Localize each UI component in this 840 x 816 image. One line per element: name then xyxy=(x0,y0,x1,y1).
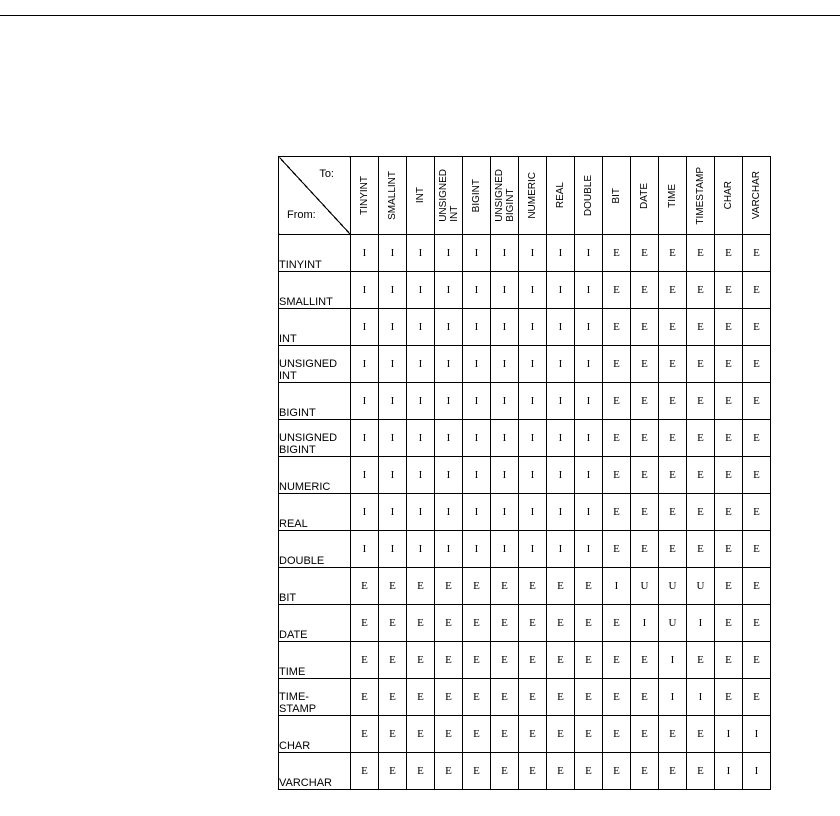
conversion-cell: E xyxy=(603,716,631,753)
conversion-cell: E xyxy=(407,605,435,642)
column-header-label: TIMESTAMP xyxy=(695,166,706,225)
conversion-cell: I xyxy=(547,346,575,383)
conversion-cell: E xyxy=(351,642,379,679)
conversion-cell: I xyxy=(435,531,463,568)
conversion-cell: I xyxy=(379,420,407,457)
conversion-cell: E xyxy=(715,494,743,531)
conversion-cell: I xyxy=(435,420,463,457)
conversion-cell: E xyxy=(631,420,659,457)
table-row xyxy=(279,235,771,272)
conversion-cell: E xyxy=(491,642,519,679)
conversion-cell: E xyxy=(631,272,659,309)
conversion-cell: E xyxy=(687,531,715,568)
conversion-cell: I xyxy=(519,383,547,420)
conversion-cell: I xyxy=(351,272,379,309)
conversion-cell: I xyxy=(351,309,379,346)
conversion-cell: E xyxy=(575,605,603,642)
conversion-cell: E xyxy=(715,272,743,309)
conversion-cell: E xyxy=(435,568,463,605)
conversion-cell: E xyxy=(603,457,631,494)
conversion-cell: E xyxy=(407,753,435,790)
top-rule xyxy=(0,15,840,16)
column-header-label: UNSIGNED INT xyxy=(437,169,460,222)
column-header xyxy=(547,157,575,235)
conversion-cell: I xyxy=(379,309,407,346)
conversion-cell: E xyxy=(659,383,687,420)
row-header: INT xyxy=(279,309,351,346)
conversion-cell: E xyxy=(687,457,715,494)
conversion-cell: I xyxy=(575,457,603,494)
conversion-cell: E xyxy=(715,309,743,346)
conversion-cell: I xyxy=(379,457,407,494)
conversion-cell: I xyxy=(463,457,491,494)
conversion-cell: I xyxy=(463,420,491,457)
conversion-cell: I xyxy=(435,494,463,531)
conversion-cell: E xyxy=(603,605,631,642)
conversion-cell: E xyxy=(631,679,659,716)
conversion-cell: E xyxy=(743,494,771,531)
conversion-cell: E xyxy=(519,605,547,642)
table-row xyxy=(279,383,771,420)
conversion-cell: I xyxy=(631,605,659,642)
column-header xyxy=(659,157,687,235)
corner-from-label: From: xyxy=(287,209,316,221)
conversion-cell: I xyxy=(435,457,463,494)
conversion-cell: I xyxy=(743,753,771,790)
conversion-cell: I xyxy=(491,309,519,346)
conversion-cell: E xyxy=(603,346,631,383)
conversion-cell: I xyxy=(463,383,491,420)
conversion-cell: E xyxy=(631,346,659,383)
conversion-cell: E xyxy=(463,568,491,605)
column-header xyxy=(743,157,771,235)
conversion-cell: I xyxy=(519,531,547,568)
conversion-cell: E xyxy=(715,383,743,420)
row-header: TIME- STAMP xyxy=(279,679,351,716)
conversion-cell: I xyxy=(575,383,603,420)
column-header xyxy=(463,157,491,235)
column-header xyxy=(687,157,715,235)
conversion-cell: E xyxy=(659,346,687,383)
row-header: REAL xyxy=(279,494,351,531)
conversion-cell: I xyxy=(575,531,603,568)
conversion-cell: E xyxy=(463,605,491,642)
conversion-cell: E xyxy=(491,605,519,642)
conversion-cell: I xyxy=(463,272,491,309)
conversion-cell: E xyxy=(379,568,407,605)
conversion-cell: E xyxy=(435,753,463,790)
corner-cell xyxy=(279,157,351,235)
corner-to-label: To: xyxy=(319,168,334,180)
conversion-cell: I xyxy=(547,272,575,309)
conversion-cell: I xyxy=(407,235,435,272)
conversion-cell: E xyxy=(687,235,715,272)
conversion-cell: E xyxy=(379,679,407,716)
column-header-label: TINYINT xyxy=(359,176,370,215)
conversion-cell: E xyxy=(435,605,463,642)
conversion-cell: I xyxy=(547,235,575,272)
table-row xyxy=(279,679,771,716)
conversion-cell: E xyxy=(491,568,519,605)
conversion-cell: E xyxy=(631,753,659,790)
conversion-cell: I xyxy=(519,457,547,494)
conversion-cell: E xyxy=(575,753,603,790)
conversion-cell: E xyxy=(351,716,379,753)
conversion-cell: I xyxy=(491,235,519,272)
conversion-cell: I xyxy=(519,346,547,383)
conversion-cell: E xyxy=(687,346,715,383)
column-header-label: BIGINT xyxy=(471,178,482,213)
column-header-label: TIME xyxy=(667,183,678,208)
conversion-cell: E xyxy=(743,568,771,605)
conversion-cell: E xyxy=(519,568,547,605)
conversion-cell: I xyxy=(351,457,379,494)
conversion-cell: I xyxy=(687,679,715,716)
column-header xyxy=(603,157,631,235)
column-header xyxy=(407,157,435,235)
conversion-cell: E xyxy=(631,494,659,531)
conversion-cell: E xyxy=(687,272,715,309)
conversion-cell: E xyxy=(743,272,771,309)
conversion-cell: E xyxy=(743,383,771,420)
column-header-label: REAL xyxy=(555,182,566,209)
conversion-cell: E xyxy=(743,531,771,568)
table-row xyxy=(279,272,771,309)
conversion-cell: I xyxy=(407,272,435,309)
column-header-label: DATE xyxy=(639,182,650,209)
conversion-cell: E xyxy=(547,679,575,716)
table-row xyxy=(279,420,771,457)
conversion-cell: E xyxy=(407,716,435,753)
table-row xyxy=(279,309,771,346)
conversion-cell: I xyxy=(435,309,463,346)
conversion-table xyxy=(278,156,771,790)
conversion-cell: E xyxy=(463,642,491,679)
conversion-cell: E xyxy=(743,420,771,457)
column-header-label: BIT xyxy=(611,187,622,204)
conversion-cell: E xyxy=(407,568,435,605)
table-row xyxy=(279,494,771,531)
conversion-cell: I xyxy=(407,494,435,531)
conversion-cell: E xyxy=(743,235,771,272)
conversion-cell: E xyxy=(603,642,631,679)
conversion-cell: I xyxy=(463,531,491,568)
conversion-cell: E xyxy=(351,679,379,716)
conversion-cell: I xyxy=(463,309,491,346)
conversion-cell: E xyxy=(603,420,631,457)
conversion-cell: I xyxy=(407,309,435,346)
column-header-label: UNSIGNED BIGINT xyxy=(493,169,516,222)
conversion-cell: E xyxy=(435,716,463,753)
conversion-cell: E xyxy=(519,753,547,790)
row-header: CHAR xyxy=(279,716,351,753)
conversion-cell: E xyxy=(687,309,715,346)
row-header: VARCHAR xyxy=(279,753,351,790)
conversion-cell: E xyxy=(435,679,463,716)
conversion-cell: I xyxy=(603,568,631,605)
column-header xyxy=(379,157,407,235)
conversion-cell: E xyxy=(659,235,687,272)
conversion-cell: I xyxy=(407,531,435,568)
conversion-cell: E xyxy=(659,272,687,309)
row-header: TIME xyxy=(279,642,351,679)
conversion-cell: E xyxy=(519,679,547,716)
conversion-cell: I xyxy=(435,272,463,309)
conversion-cell: I xyxy=(435,383,463,420)
conversion-cell: I xyxy=(715,753,743,790)
conversion-cell: I xyxy=(715,716,743,753)
conversion-cell: E xyxy=(631,383,659,420)
conversion-cell: E xyxy=(715,642,743,679)
conversion-cell: E xyxy=(687,383,715,420)
conversion-cell: E xyxy=(687,420,715,457)
conversion-cell: U xyxy=(659,568,687,605)
column-header-label: INT xyxy=(415,187,426,204)
conversion-cell: I xyxy=(519,309,547,346)
conversion-cell: E xyxy=(379,716,407,753)
table-body xyxy=(279,235,771,790)
conversion-cell: I xyxy=(491,494,519,531)
conversion-cell: E xyxy=(631,531,659,568)
conversion-cell: E xyxy=(743,309,771,346)
conversion-cell: I xyxy=(547,309,575,346)
conversion-cell: I xyxy=(519,494,547,531)
conversion-cell: E xyxy=(519,642,547,679)
conversion-cell: I xyxy=(575,494,603,531)
conversion-cell: U xyxy=(687,568,715,605)
conversion-cell: I xyxy=(463,235,491,272)
conversion-cell: I xyxy=(491,420,519,457)
conversion-cell: E xyxy=(631,642,659,679)
conversion-cell: I xyxy=(379,272,407,309)
conversion-cell: I xyxy=(743,716,771,753)
conversion-cell: I xyxy=(351,346,379,383)
row-header: DATE xyxy=(279,605,351,642)
conversion-cell: I xyxy=(351,420,379,457)
conversion-cell: E xyxy=(687,716,715,753)
conversion-cell: E xyxy=(603,272,631,309)
column-header xyxy=(715,157,743,235)
conversion-cell: U xyxy=(659,605,687,642)
conversion-cell: E xyxy=(631,716,659,753)
row-header: UNSIGNED BIGINT xyxy=(279,420,351,457)
conversion-cell: E xyxy=(687,642,715,679)
column-header-label: CHAR xyxy=(723,181,734,210)
conversion-cell: E xyxy=(575,568,603,605)
conversion-cell: I xyxy=(547,420,575,457)
conversion-cell: I xyxy=(491,272,519,309)
row-header: SMALLINT xyxy=(279,272,351,309)
conversion-cell: I xyxy=(407,383,435,420)
conversion-cell: I xyxy=(575,420,603,457)
conversion-cell: I xyxy=(519,272,547,309)
conversion-cell: E xyxy=(715,457,743,494)
conversion-cell: I xyxy=(407,420,435,457)
row-header: DOUBLE xyxy=(279,531,351,568)
conversion-cell: I xyxy=(547,494,575,531)
table-row xyxy=(279,642,771,679)
conversion-cell: I xyxy=(575,235,603,272)
conversion-cell: I xyxy=(519,420,547,457)
conversion-cell: E xyxy=(351,568,379,605)
table-row xyxy=(279,531,771,568)
conversion-cell: I xyxy=(351,383,379,420)
conversion-cell: E xyxy=(463,716,491,753)
conversion-cell: E xyxy=(463,679,491,716)
column-header xyxy=(519,157,547,235)
row-header: TINYINT xyxy=(279,235,351,272)
conversion-cell: E xyxy=(687,753,715,790)
conversion-cell: I xyxy=(491,531,519,568)
conversion-cell: E xyxy=(687,494,715,531)
conversion-cell: E xyxy=(659,716,687,753)
conversion-cell: E xyxy=(379,605,407,642)
conversion-cell: I xyxy=(379,235,407,272)
table-row xyxy=(279,605,771,642)
conversion-cell: E xyxy=(491,753,519,790)
conversion-cell: E xyxy=(603,679,631,716)
conversion-cell: I xyxy=(379,494,407,531)
conversion-cell: I xyxy=(351,531,379,568)
conversion-cell: I xyxy=(491,457,519,494)
conversion-cell: I xyxy=(519,235,547,272)
conversion-cell: E xyxy=(659,494,687,531)
conversion-cell: E xyxy=(547,642,575,679)
conversion-cell: I xyxy=(491,346,519,383)
conversion-cell: I xyxy=(435,346,463,383)
table-row xyxy=(279,716,771,753)
conversion-cell: E xyxy=(659,309,687,346)
conversion-cell: E xyxy=(715,568,743,605)
table-row xyxy=(279,457,771,494)
conversion-cell: I xyxy=(435,235,463,272)
table-row xyxy=(279,753,771,790)
conversion-cell: E xyxy=(743,457,771,494)
column-header-label: NUMERIC xyxy=(527,172,538,219)
conversion-cell: E xyxy=(659,420,687,457)
conversion-cell: I xyxy=(379,383,407,420)
column-header xyxy=(575,157,603,235)
conversion-cell: I xyxy=(575,346,603,383)
conversion-cell: I xyxy=(407,346,435,383)
table-row xyxy=(279,568,771,605)
conversion-cell: E xyxy=(603,531,631,568)
conversion-cell: E xyxy=(575,716,603,753)
conversion-cell: I xyxy=(463,494,491,531)
conversion-cell: E xyxy=(547,568,575,605)
conversion-cell: I xyxy=(659,642,687,679)
conversion-cell: E xyxy=(351,605,379,642)
conversion-cell: I xyxy=(575,309,603,346)
conversion-cell: E xyxy=(435,642,463,679)
conversion-cell: I xyxy=(491,383,519,420)
conversion-cell: E xyxy=(603,383,631,420)
conversion-cell: E xyxy=(603,753,631,790)
conversion-cell: I xyxy=(379,346,407,383)
conversion-cell: E xyxy=(351,753,379,790)
conversion-cell: E xyxy=(379,753,407,790)
row-header: UNSIGNED INT xyxy=(279,346,351,383)
conversion-cell: I xyxy=(547,383,575,420)
conversion-cell: E xyxy=(575,679,603,716)
conversion-cell: E xyxy=(603,309,631,346)
header-row xyxy=(279,157,771,235)
conversion-cell: I xyxy=(351,494,379,531)
column-header-label: VARCHAR xyxy=(751,171,762,220)
conversion-cell: I xyxy=(407,457,435,494)
column-header xyxy=(351,157,379,235)
conversion-cell: E xyxy=(491,716,519,753)
conversion-cell: I xyxy=(659,679,687,716)
conversion-cell: E xyxy=(547,753,575,790)
conversion-cell: E xyxy=(491,679,519,716)
conversion-cell: E xyxy=(631,235,659,272)
column-header xyxy=(491,157,519,235)
conversion-cell: E xyxy=(379,642,407,679)
conversion-cell: E xyxy=(547,605,575,642)
conversion-cell: I xyxy=(547,531,575,568)
column-header-label: SMALLINT xyxy=(387,171,398,220)
conversion-cell: E xyxy=(659,753,687,790)
conversion-cell: E xyxy=(715,605,743,642)
conversion-cell: E xyxy=(743,346,771,383)
conversion-cell: E xyxy=(631,309,659,346)
conversion-cell: E xyxy=(715,679,743,716)
conversion-cell: E xyxy=(519,716,547,753)
conversion-cell: U xyxy=(631,568,659,605)
column-header-label: DOUBLE xyxy=(583,174,594,217)
conversion-cell: E xyxy=(743,605,771,642)
conversion-cell: E xyxy=(715,531,743,568)
table-row xyxy=(279,346,771,383)
conversion-cell: I xyxy=(575,272,603,309)
conversion-cell: E xyxy=(743,679,771,716)
conversion-cell: I xyxy=(547,457,575,494)
conversion-cell: E xyxy=(575,642,603,679)
conversion-cell: E xyxy=(603,235,631,272)
row-header: BIT xyxy=(279,568,351,605)
conversion-cell: E xyxy=(547,716,575,753)
conversion-cell: E xyxy=(715,420,743,457)
row-header: BIGINT xyxy=(279,383,351,420)
row-header: NUMERIC xyxy=(279,457,351,494)
conversion-cell: I xyxy=(379,531,407,568)
conversion-cell: E xyxy=(659,457,687,494)
conversion-cell: E xyxy=(715,346,743,383)
conversion-cell: E xyxy=(743,642,771,679)
conversion-cell: I xyxy=(687,605,715,642)
conversion-cell: E xyxy=(603,494,631,531)
conversion-cell: E xyxy=(659,531,687,568)
conversion-cell: E xyxy=(631,457,659,494)
conversion-cell: E xyxy=(715,235,743,272)
conversion-cell: E xyxy=(407,679,435,716)
column-header xyxy=(631,157,659,235)
column-header xyxy=(435,157,463,235)
conversion-cell: I xyxy=(463,346,491,383)
conversion-cell: E xyxy=(407,642,435,679)
conversion-cell: I xyxy=(351,235,379,272)
conversion-cell: E xyxy=(463,753,491,790)
